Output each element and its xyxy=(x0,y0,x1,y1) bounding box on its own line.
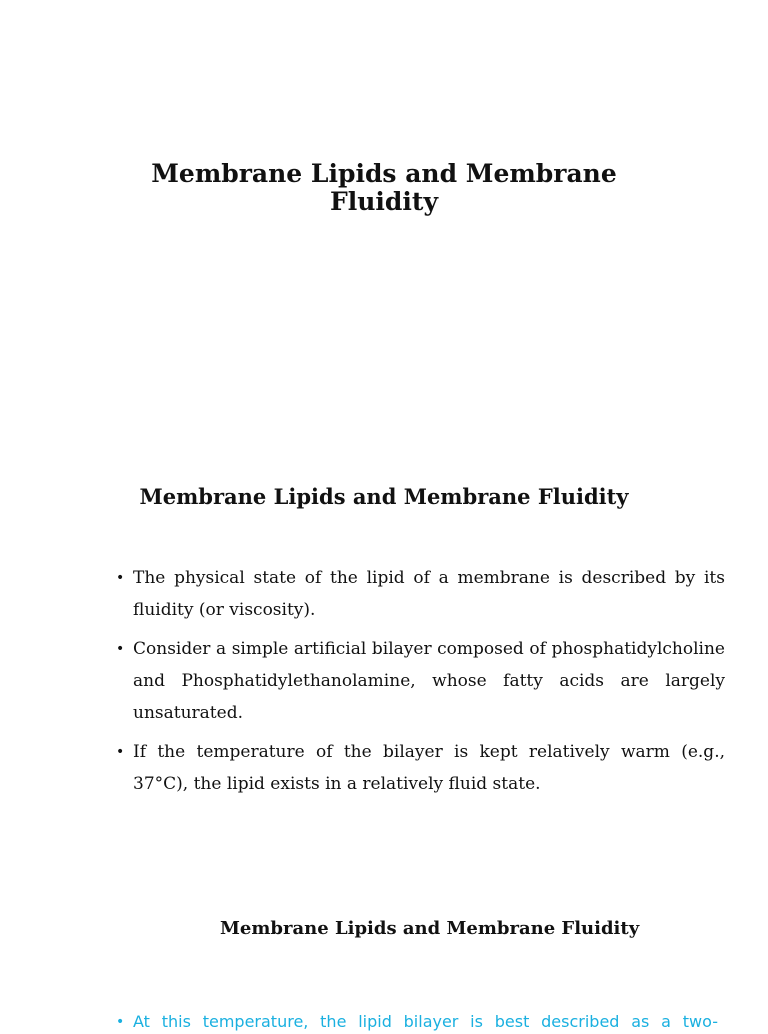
bullet-icon: • xyxy=(116,570,125,586)
slide-title-line-1: Membrane Lipids and Membrane xyxy=(151,159,617,188)
bullet-icon: • xyxy=(116,641,125,657)
list-item xyxy=(116,562,725,626)
bullet-text: The physical state of the lipid of a membrane is described by its fluidity (or viscosity). xyxy=(133,568,725,620)
section-heading: Membrane Lipids and Membrane Fluidity xyxy=(139,484,629,509)
bullet-icon: • xyxy=(116,1014,125,1030)
section-heading-2: Membrane Lipids and Membrane Fluidity xyxy=(220,918,640,939)
bullet-icon: • xyxy=(116,744,125,760)
bullet-text: Consider a simple artificial bilayer composed of phosphatidylcholine and Phosphatidylethanolamine, whose fatty acids are largely unsaturated. xyxy=(133,639,725,723)
bullet-list xyxy=(116,562,725,807)
partial-bullet-item xyxy=(116,1010,718,1034)
bullet-text: If the temperature of the bilayer is kept relatively warm (e.g., 37°C), the lipid exists in a relatively fluid state. xyxy=(133,742,725,794)
bullet-text-partial: At this temperature, the lipid bilayer is best described as a two- xyxy=(133,1012,718,1031)
slide-title xyxy=(120,160,648,216)
list-item xyxy=(116,736,725,800)
slide-title-line-2: Fluidity xyxy=(330,187,438,216)
list-item xyxy=(116,633,725,729)
